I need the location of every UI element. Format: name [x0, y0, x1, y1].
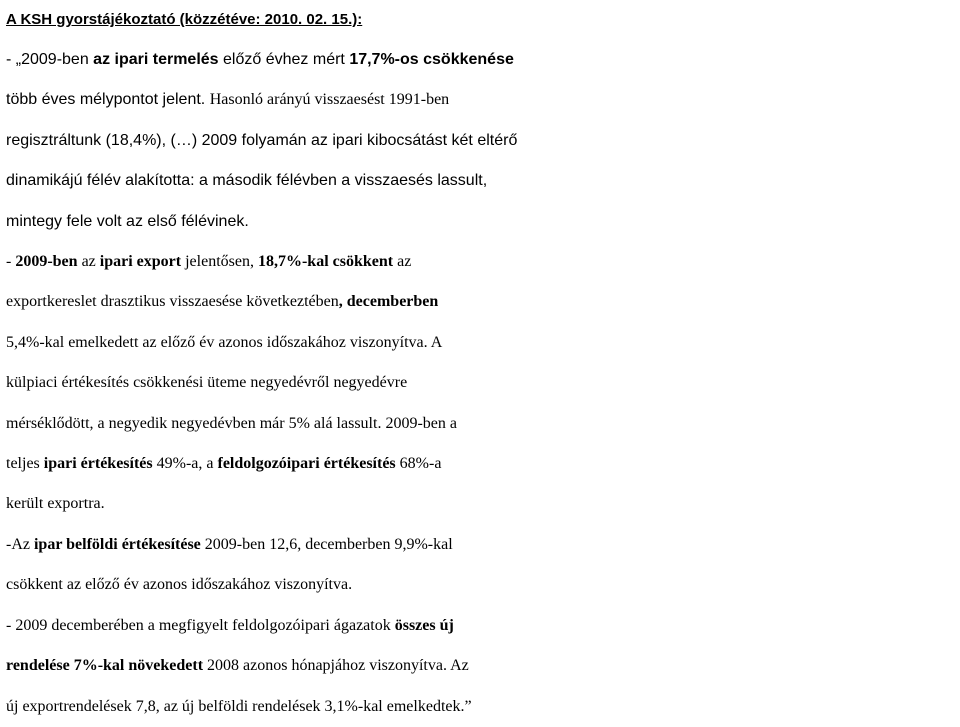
- paragraph: [6, 525, 956, 606]
- text-line: [6, 687, 956, 727]
- bold-text: 18,7%-kal csökkent: [257, 253, 394, 271]
- bold-text: összes új: [394, 616, 454, 634]
- text-run: teljes: [6, 455, 44, 473]
- text-line: [6, 40, 956, 80]
- text-run: az: [77, 253, 100, 271]
- text-run: csökkent az előző év azonos időszakához viszonyítva.: [6, 576, 353, 594]
- text-run: - „2009-ben: [6, 51, 94, 68]
- text-run: -: [6, 253, 16, 271]
- text-line: [6, 161, 956, 201]
- text-line: [6, 525, 956, 565]
- text-run: regisztráltunk (18,4%), (…) 2009 folyamán az ipari kibocsátást két eltérő: [6, 131, 518, 149]
- text-line: [6, 282, 956, 322]
- text-run: került exportra.: [6, 495, 105, 513]
- text-run: dinamikájú félév alakította: a második félévben a visszaesés lassult,: [6, 172, 488, 190]
- text-run: külpiaci értékesítés csökkenési üteme negyedévről negyedévre: [6, 374, 408, 392]
- text-run: exportkereslet drasztikus visszaesése következtében: [6, 293, 339, 311]
- text-line: [6, 484, 956, 524]
- bold-text: 2009-ben: [15, 253, 78, 271]
- paragraph: [6, 40, 956, 242]
- text-line: [6, 323, 956, 363]
- paragraph: [6, 242, 956, 525]
- bold-text: , decemberben: [338, 293, 439, 311]
- text-run: több éves mélypontot jelent.: [6, 91, 210, 109]
- text-line: [6, 121, 956, 161]
- text-run: 49%-a, a: [152, 455, 218, 473]
- text-run: 2008 azonos hónapjához viszonyítva. Az: [203, 657, 469, 675]
- text-line: [6, 606, 956, 646]
- text-run: jelentősen,: [181, 253, 258, 271]
- document-body: [6, 40, 956, 727]
- bold-text: rendelése 7%-kal növekedett: [6, 657, 204, 675]
- text-run: előző évhez mért: [218, 51, 350, 68]
- document: [6, 0, 956, 727]
- text-run: mérséklődött, a negyedik negyedévben már 5% alá lassult. 2009-ben a: [6, 414, 457, 432]
- text-run: 5,4%-kal emelkedett az előző év azonos időszakához viszonyítva. A: [6, 333, 443, 351]
- text-line: [6, 646, 956, 686]
- text-line: [6, 404, 956, 444]
- bold-text: ipar belföldi értékesítése: [33, 535, 201, 553]
- text-run: új exportrendelések 7,8, az új belföldi rendelések 3,1%-kal emelkedtek.”: [6, 697, 472, 715]
- text-run: az: [393, 253, 412, 271]
- text-run: 2009-ben 12,6, decemberben 9,9%-kal: [200, 535, 453, 553]
- text-run: -Az: [6, 535, 34, 553]
- text-line: [6, 202, 956, 242]
- text-run: 68%-a: [395, 455, 442, 473]
- text-line: [6, 80, 956, 120]
- text-run: - 2009 decemberében a megfigyelt feldolgozóipari ágazatok: [6, 616, 395, 634]
- text-line: [6, 363, 956, 403]
- text-line: [6, 444, 956, 484]
- bold-text: ipari értékesítés: [43, 455, 153, 473]
- text-run: mintegy fele volt az első félévinek.: [6, 212, 249, 230]
- paragraph: [6, 606, 956, 727]
- bold-text: az ipari termelés: [93, 51, 219, 68]
- text-run: Hasonló arányú visszaesést 1991-ben: [209, 91, 450, 109]
- text-line: [6, 565, 956, 605]
- bold-text: feldolgozóipari értékesítés: [217, 455, 396, 473]
- bold-text: ipari export: [99, 253, 182, 271]
- text-line: [6, 242, 956, 282]
- page-title: A KSH gyorstájékoztató (közzétéve: 2010. 02. 15.):: [6, 11, 363, 28]
- bold-text: 17,7%-os csökkenése: [349, 51, 514, 68]
